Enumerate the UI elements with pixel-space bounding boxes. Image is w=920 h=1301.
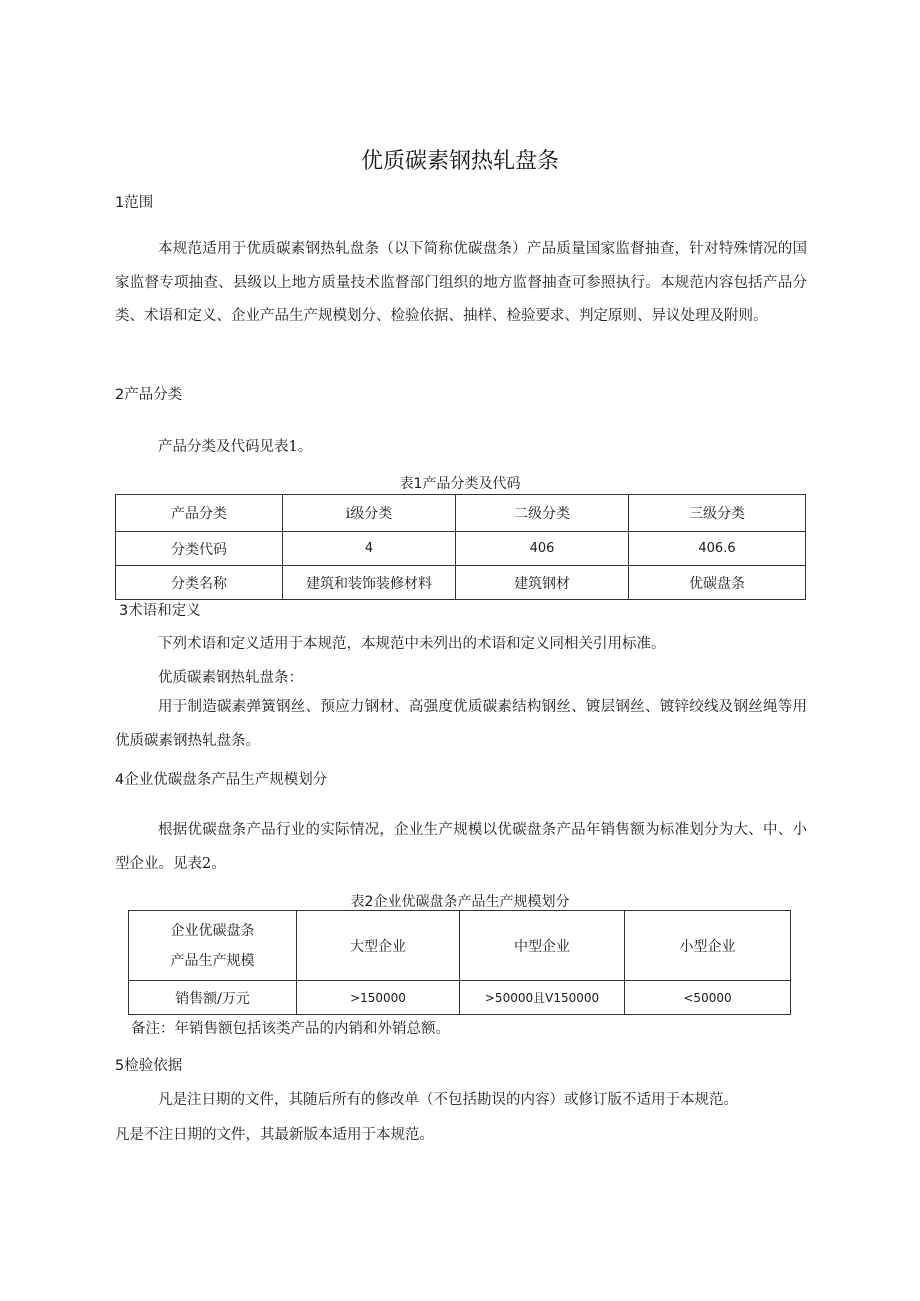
table-1-caption: 表1产品分类及代码 (399, 476, 521, 492)
table-2-note: 备注：年销售额包括该类产品的内销和外销总额。 (131, 1021, 450, 1037)
section-5-paragraph-2: 凡是不注日期的文件，其最新版本适用于本规范。 (115, 1127, 434, 1143)
table-cell: 三级分类 (629, 495, 806, 532)
table-cell: 分类名称 (116, 566, 283, 600)
section-4-paragraph: 根据优碳盘条产品行业的实际情况，企业生产规模以优碳盘条产品年销售额为标准划分为大、中、小型企业。见表2。 (115, 822, 807, 872)
section-3-paragraph: 下列术语和定义适用于本规范，本规范中未列出的术语和定义同相关引用标准。 (158, 636, 666, 652)
section-3-heading: 3术语和定义 (119, 603, 201, 619)
table-cell: 产品分类 (116, 495, 283, 532)
table-1 (115, 494, 806, 600)
table-cell: >150000 (297, 981, 460, 1015)
table-cell: <50000 (625, 981, 791, 1015)
table-2-caption: 表2企业优碳盘条产品生产规模划分 (350, 894, 570, 910)
table-cell-line: 产品生产规模 (170, 952, 255, 969)
table-cell: 优碳盘条 (629, 566, 806, 600)
table-cell-line: 企业优碳盘条 (170, 922, 255, 939)
section-3-definition: 用于制造碳素弹簧钢丝、预应力钢材、高强度优质碳素结构钢丝、镀层钢丝、镀锌绞线及钢丝绳等用优质碳素钢热轧盘条。 (115, 699, 807, 749)
section-3-term: 优质碳素钢热轧盘条： (158, 670, 303, 686)
table-2-sales-row (129, 981, 791, 1015)
table-cell: 销售额/万元 (129, 981, 297, 1015)
section-5-paragraph-1: 凡是注日期的文件，其随后所有的修改单（不包括勘误的内容）或修订版不适用于本规范。 (158, 1092, 738, 1108)
table-cell: 4 (283, 532, 456, 566)
table-cell: i级分类 (283, 495, 456, 532)
table-2-header-row (129, 911, 791, 981)
table-cell: 406 (456, 532, 629, 566)
table-cell: 406.6 (629, 532, 806, 566)
table-cell: 中型企业 (460, 911, 625, 981)
section-4-heading: 4企业优碳盘条产品生产规模划分 (115, 772, 328, 788)
table-cell: 分类代码 (116, 532, 283, 566)
table-2 (128, 910, 791, 1015)
table-1-name-row (116, 566, 806, 600)
table-cell: 建筑和装饰装修材料 (283, 566, 456, 600)
section-1-paragraph: 本规范适用于优质碳素钢热轧盘条（以下简称优碳盘条）产品质量国家监督抽查，针对特殊情况的国家监督专项抽查、县级以上地方质量技术监督部门组织的地方监督抽查可参照执行。本规范内容包括产品分类、术语和定义、企业产品生产规模划分、检验依据、抽样、检验要求、判定原则、异议处理及附则。 (115, 241, 807, 324)
table-cell: 二级分类 (456, 495, 629, 532)
section-2-paragraph: 产品分类及代码见表1。 (158, 439, 313, 455)
section-1-heading: 1范围 (115, 195, 154, 211)
table-cell: 小型企业 (625, 911, 791, 981)
table-1-code-row (116, 532, 806, 566)
table-2-header-first-cell (129, 911, 297, 981)
table-cell: 建筑钢材 (456, 566, 629, 600)
document-title: 优质碳素钢热轧盘条 (360, 149, 559, 174)
table-cell: 大型企业 (297, 911, 460, 981)
table-1-header-row (116, 495, 806, 532)
section-2-heading: 2产品分类 (115, 387, 183, 403)
table-cell: >50000且V150000 (460, 981, 625, 1015)
section-5-heading: 5检验依据 (115, 1058, 183, 1074)
